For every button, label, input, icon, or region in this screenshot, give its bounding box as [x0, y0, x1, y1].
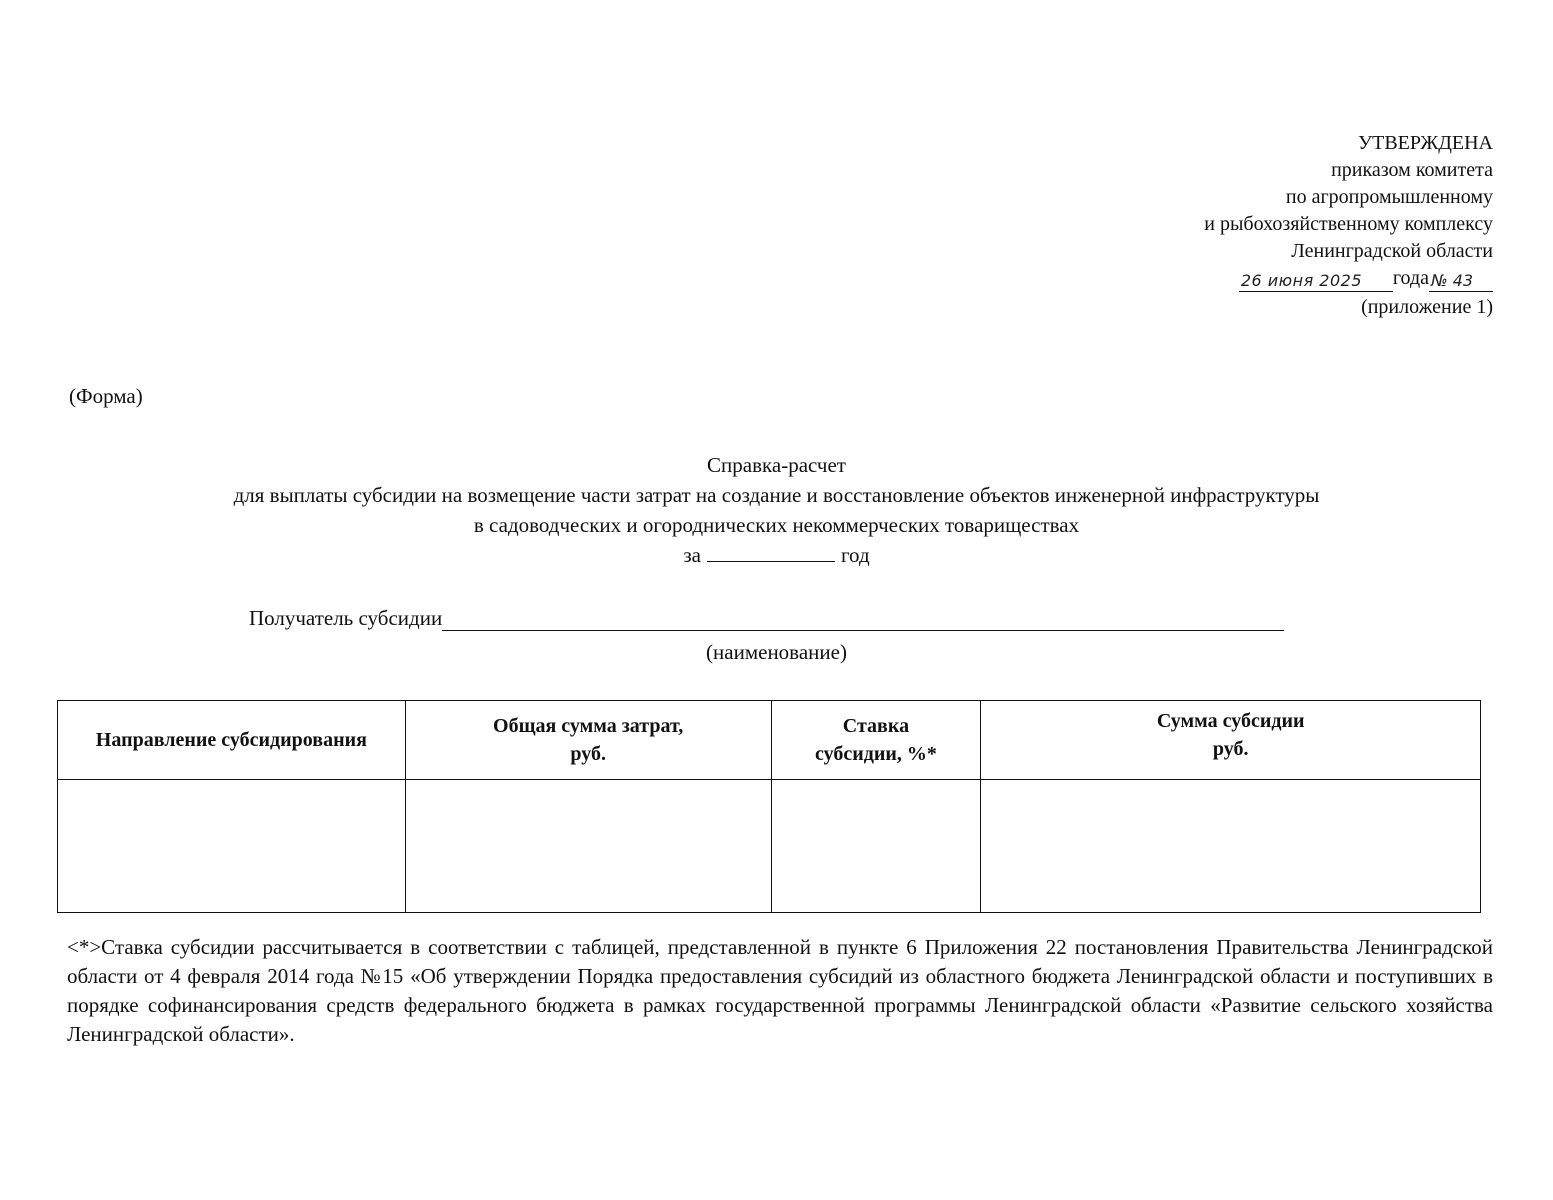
approval-region-line: Ленинградской области [1291, 240, 1493, 262]
year-suffix: год [840, 543, 870, 567]
recipient-row [249, 606, 1284, 631]
approval-year-word: года [1392, 267, 1429, 289]
title-partnerships-line: в садоводческих и огороднических некоммерческих товариществах [473, 513, 1080, 537]
form-label: (Форма) [69, 384, 143, 408]
recipient-note: (наименование) [706, 640, 847, 664]
title-purpose-line: для выплаты субсидии на возмещение части затрат на создание и восстановление объектов инженерной инфраструктуры [233, 483, 1320, 507]
approval-committee-line: по агропромышленному [1285, 186, 1493, 208]
header-subsidy-amount-line2: руб. [1212, 738, 1249, 760]
table-row [58, 780, 1481, 913]
title-heading: Справка-расчет [707, 453, 846, 477]
header-rate-line2: субсидии, %* [814, 743, 937, 765]
approval-title: УТВЕРЖДЕНА [1357, 132, 1493, 154]
cell-subsidy-amount[interactable] [981, 780, 1481, 913]
header-rate-line1: Ставка [842, 715, 910, 737]
header-rate [771, 701, 981, 780]
approval-date-handwritten: 26 июня 2025 [1239, 271, 1393, 292]
table-header-row [58, 701, 1481, 780]
cell-rate[interactable] [771, 780, 981, 913]
recipient-blank-field[interactable] [442, 606, 1284, 631]
document-title [0, 450, 1553, 570]
header-direction-text: Направление субсидирования [95, 729, 367, 751]
year-prefix: за [683, 543, 701, 567]
cell-total-costs[interactable] [405, 780, 771, 913]
approval-date-row [1239, 265, 1493, 292]
year-blank-field[interactable] [707, 541, 835, 562]
header-total-costs-line2: руб. [570, 743, 606, 765]
footnote: <*>Ставка субсидии рассчитывается в соответствии с таблицей, представленной в пункте 6 Приложения 22 постановления Правительства Ленинградской области от 4 февраля 2014 года №15 «Об утверждении Порядка предоставления субсидий из областного бюджета Ленинградской области и поступивших в порядке софинансирования средств федерального бюджета в рамках государственной программы Ленинградской области «Развитие сельского хозяйства Ленинградской области». [67, 935, 1493, 1046]
header-direction [58, 701, 406, 780]
subsidy-table [57, 700, 1481, 913]
approval-number-handwritten: № 43 [1429, 271, 1493, 292]
recipient-label: Получатель субсидии [249, 606, 443, 630]
header-total-costs-line1: Общая сумма затрат, [493, 715, 684, 737]
header-subsidy-amount-line1: Сумма субсидии [1156, 710, 1305, 732]
cell-direction[interactable] [58, 780, 406, 913]
approval-complex-line: и рыбохозяйственному комплексу [1204, 213, 1493, 235]
approval-order-line: приказом комитета [1331, 159, 1493, 181]
approval-block [1204, 130, 1493, 321]
title-year-line [0, 540, 1553, 570]
header-subsidy-amount [981, 701, 1481, 780]
header-total-costs [405, 701, 771, 780]
approval-appendix: (приложение 1) [1361, 296, 1493, 318]
